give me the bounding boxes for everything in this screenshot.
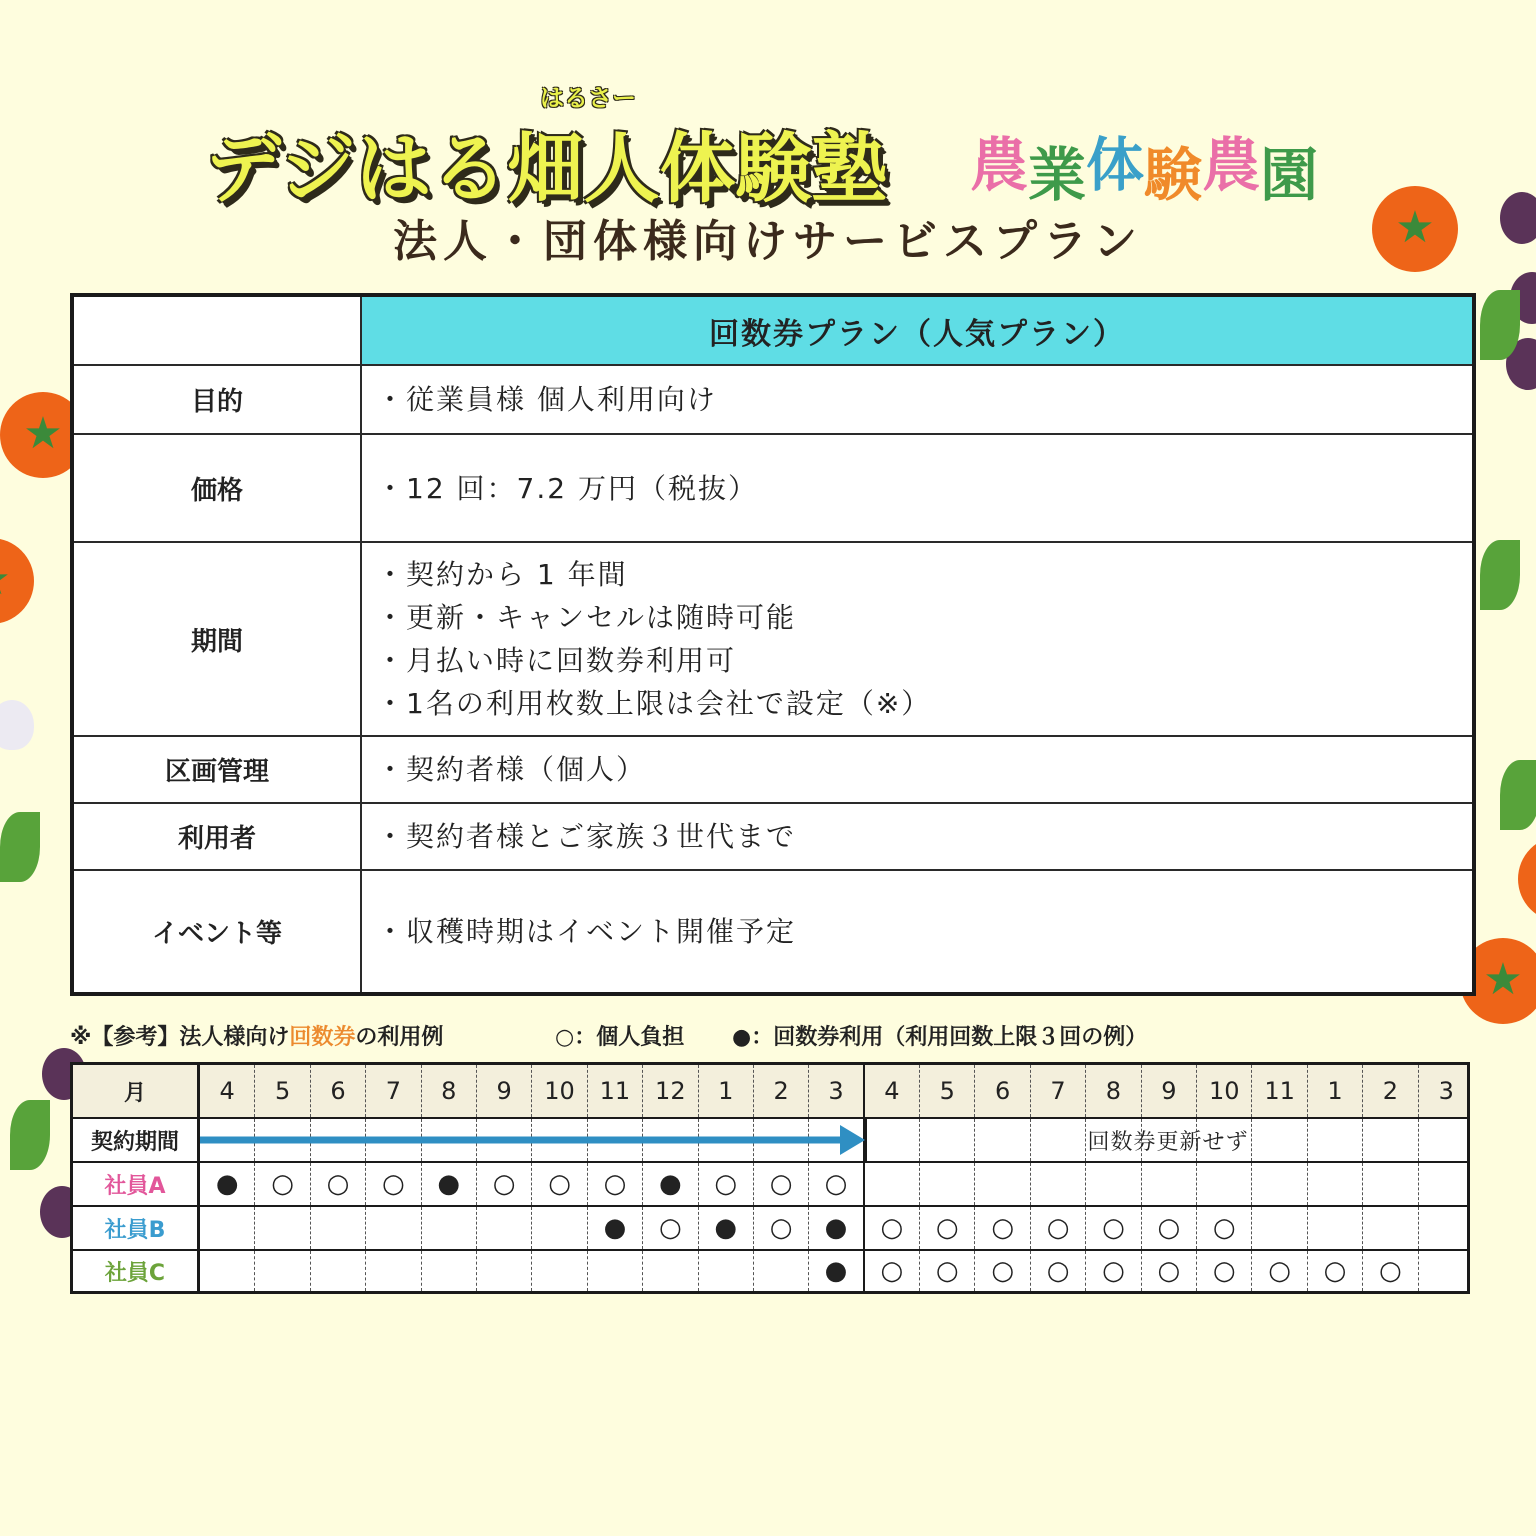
row-value-events (361, 870, 1474, 994)
side-title (970, 118, 1319, 209)
personal-pay-mark: ○ (880, 1213, 904, 1243)
usage-cell (532, 1163, 587, 1205)
usage-cell (754, 1251, 809, 1291)
month-cell: 7 (366, 1065, 421, 1117)
month-cell: 3 (1438, 1077, 1454, 1105)
usage-cell (699, 1163, 754, 1205)
personal-pay-mark: ○ (769, 1169, 793, 1199)
usage-cell (643, 1207, 698, 1249)
month-label: 月 (73, 1065, 200, 1117)
month-cell: 2 (754, 1065, 809, 1117)
value-line: ・契約者様とご家族３世代まで (376, 820, 797, 853)
personal-pay-mark: ○ (548, 1169, 571, 1199)
side-title-char: 農 (1202, 131, 1261, 199)
usage-cell (1142, 1207, 1197, 1249)
usage-cell (1197, 1163, 1252, 1205)
usage-cell (311, 1163, 366, 1205)
personal-pay-mark: ○ (991, 1213, 1014, 1243)
usage-cell (588, 1207, 643, 1249)
usage-cell (809, 1163, 864, 1205)
usage-cell (865, 1251, 920, 1291)
month-cell: 8 (422, 1065, 477, 1117)
row-label-users: 利用者 (72, 803, 361, 870)
usage-cell (1252, 1207, 1307, 1249)
value-line: ・従業員様 個人利用向け (376, 383, 717, 416)
plan-name-header: 回数券プラン（人気プラン） (361, 295, 1474, 365)
plan-table (70, 293, 1476, 996)
personal-pay-mark: ○ (1102, 1256, 1125, 1286)
month-cell: 8 (1086, 1065, 1141, 1117)
usage-cell (1363, 1207, 1418, 1249)
no-renewal-note: 回数券更新せず (865, 1119, 1469, 1161)
legend-filled-circle: ●：回数券利用（利用回数上限３回の例） (732, 1025, 1148, 1050)
ticket-used-mark: ● (824, 1256, 848, 1286)
usage-cell (1142, 1163, 1197, 1205)
employee-name: 社員C (73, 1251, 200, 1291)
ticket-used-mark: ● (603, 1213, 627, 1243)
usage-cell (754, 1207, 809, 1249)
usage-cell (588, 1251, 643, 1291)
usage-cell (200, 1251, 255, 1291)
usage-cell (422, 1207, 477, 1249)
personal-pay-mark: ○ (1046, 1213, 1070, 1243)
personal-pay-mark: ○ (1046, 1256, 1070, 1286)
month-cell: 9 (1142, 1065, 1197, 1117)
side-title-char: 業 (1028, 141, 1087, 209)
usage-cell (865, 1207, 920, 1249)
usage-cell (366, 1207, 421, 1249)
month-cell: 11 (588, 1065, 643, 1117)
ticket-used-mark: ● (824, 1213, 848, 1243)
usage-cell (920, 1251, 975, 1291)
usage-cell (311, 1207, 366, 1249)
personal-pay-mark: ○ (326, 1169, 350, 1199)
personal-pay-mark: ○ (271, 1169, 294, 1199)
row-value-period (361, 542, 1474, 736)
personal-pay-mark: ○ (1157, 1213, 1181, 1243)
usage-cell (1031, 1251, 1086, 1291)
value-line: ・更新・キャンセルは随時可能 (376, 601, 797, 634)
employee-name: 社員A (73, 1163, 200, 1205)
usage-cell (1419, 1251, 1474, 1291)
legend-open-circle: ○：個人負担 (555, 1025, 685, 1050)
personal-pay-mark: ○ (492, 1169, 516, 1199)
month-cell: 6 (311, 1065, 366, 1117)
reference-note (70, 1020, 443, 1051)
tomato-illustration (0, 538, 34, 624)
value-line: ・契約から 1 年間 (376, 558, 628, 591)
personal-pay-mark: ○ (1323, 1256, 1347, 1286)
usage-cell (477, 1163, 532, 1205)
personal-pay-mark: ○ (935, 1256, 959, 1286)
employee-row (73, 1163, 1467, 1207)
personal-pay-mark: ○ (769, 1213, 793, 1243)
usage-cell (477, 1251, 532, 1291)
personal-pay-mark: ○ (935, 1213, 959, 1243)
usage-cell (200, 1163, 255, 1205)
usage-cell (588, 1163, 643, 1205)
contract-period-arrow (200, 1119, 865, 1161)
usage-schedule (70, 1062, 1470, 1294)
month-cell: 6 (975, 1065, 1030, 1117)
ticket-used-mark: ● (437, 1169, 461, 1199)
value-line: ・契約者様（個人） (376, 753, 647, 786)
usage-cell (255, 1163, 310, 1205)
usage-cell (532, 1207, 587, 1249)
month-cell: 10 (1197, 1065, 1252, 1117)
personal-pay-mark: ○ (714, 1169, 738, 1199)
usage-cell (975, 1207, 1030, 1249)
row-label-plot-management: 区画管理 (72, 736, 361, 803)
garlic-illustration (0, 700, 34, 750)
usage-cell (311, 1251, 366, 1291)
month-cell: 5 (255, 1065, 310, 1117)
plan-table-corner (72, 295, 361, 365)
personal-pay-mark: ○ (880, 1256, 904, 1286)
ticket-used-mark: ● (714, 1213, 738, 1243)
usage-cell (477, 1207, 532, 1249)
month-cell: 4 (200, 1065, 255, 1117)
usage-cell (1308, 1207, 1363, 1249)
usage-cell (422, 1251, 477, 1291)
row-value-users (361, 803, 1474, 870)
usage-cell (1031, 1207, 1086, 1249)
usage-cell (1252, 1251, 1307, 1291)
usage-cell (1363, 1251, 1418, 1291)
month-cell: 2 (1363, 1065, 1418, 1117)
employee-row (73, 1207, 1467, 1251)
usage-cell (643, 1251, 698, 1291)
row-value-price (361, 434, 1474, 542)
side-title-char: 農 (970, 131, 1029, 199)
value-line: ・月払い時に回数券利用可 (376, 644, 737, 677)
month-header-row (73, 1065, 1467, 1119)
row-value-plot-management (361, 736, 1474, 803)
month-cell: 7 (1031, 1065, 1086, 1117)
usage-cell (1419, 1207, 1474, 1249)
reference-note-highlight: 回数券 (289, 1025, 356, 1050)
usage-cell (1142, 1251, 1197, 1291)
usage-cell (1031, 1163, 1086, 1205)
usage-cell (1197, 1207, 1252, 1249)
personal-pay-mark: ○ (658, 1213, 682, 1243)
personal-pay-mark: ○ (824, 1169, 848, 1199)
month-cell: 1 (1308, 1065, 1363, 1117)
leaf-illustration (1500, 760, 1536, 830)
usage-cell (920, 1207, 975, 1249)
usage-cell (865, 1163, 920, 1205)
row-label-price: 価格 (72, 434, 361, 542)
usage-cell (1197, 1251, 1252, 1291)
row-label-purpose: 目的 (72, 365, 361, 434)
contract-label: 契約期間 (73, 1119, 200, 1161)
usage-cell (809, 1207, 864, 1249)
title-ruby: はるさー (540, 84, 636, 112)
personal-pay-mark: ○ (991, 1256, 1014, 1286)
usage-cell (643, 1163, 698, 1205)
leaf-illustration (1480, 290, 1520, 360)
usage-cell (1086, 1251, 1141, 1291)
personal-pay-mark: ○ (1212, 1213, 1236, 1243)
personal-pay-mark: ○ (1102, 1213, 1125, 1243)
month-cell: 10 (532, 1065, 587, 1117)
usage-cell (255, 1207, 310, 1249)
usage-cell (422, 1163, 477, 1205)
row-label-events: イベント等 (72, 870, 361, 994)
row-value-purpose (361, 365, 1474, 434)
usage-cell (532, 1251, 587, 1291)
month-cell: 3 (809, 1065, 864, 1117)
leaf-illustration (1480, 540, 1520, 610)
value-line: ・収穫時期はイベント開催予定 (376, 915, 797, 948)
usage-cell (1086, 1163, 1141, 1205)
usage-cell (975, 1163, 1030, 1205)
tomato-illustration (1518, 836, 1536, 922)
personal-pay-mark: ○ (1268, 1256, 1291, 1286)
personal-pay-mark: ○ (1157, 1256, 1181, 1286)
usage-cell (1308, 1251, 1363, 1291)
month-cell: 12 (643, 1065, 698, 1117)
row-label-period: 期間 (72, 542, 361, 736)
usage-cell (1363, 1163, 1418, 1205)
side-title-char: 体 (1086, 131, 1145, 199)
employee-name: 社員B (73, 1207, 200, 1249)
month-cell: 5 (920, 1065, 975, 1117)
value-line: ・1名の利用枚数上限は会社で設定（※） (376, 687, 932, 720)
month-cell: 9 (477, 1065, 532, 1117)
usage-cell (1308, 1163, 1363, 1205)
personal-pay-mark: ○ (1379, 1256, 1402, 1286)
usage-cell (975, 1251, 1030, 1291)
ticket-used-mark: ● (658, 1169, 682, 1199)
usage-cell (366, 1163, 421, 1205)
usage-cell (809, 1251, 864, 1291)
ticket-used-mark: ● (215, 1169, 239, 1199)
month-cell: 11 (1252, 1065, 1307, 1117)
personal-pay-mark: ○ (382, 1169, 405, 1199)
main-title: デジはる畑人体験塾 (205, 124, 888, 213)
personal-pay-mark: ○ (1212, 1256, 1236, 1286)
usage-cell (200, 1207, 255, 1249)
reference-note-suffix: の利用例 (355, 1025, 444, 1050)
reference-note-prefix: ※【参考】法人様向け (70, 1025, 290, 1050)
page-subtitle: 法人・団体様向けサービスプラン (393, 216, 1143, 267)
value-line: ・12 回：7.2 万円（税抜） (376, 471, 758, 505)
month-cell: 4 (865, 1065, 920, 1117)
employee-row (73, 1251, 1467, 1291)
usage-cell (1252, 1163, 1307, 1205)
usage-cell (920, 1163, 975, 1205)
leaf-illustration (0, 812, 40, 882)
leaf-illustration (10, 1100, 50, 1170)
usage-cell (1086, 1207, 1141, 1249)
side-title-char: 園 (1260, 141, 1319, 209)
usage-cell (754, 1163, 809, 1205)
usage-cell (366, 1251, 421, 1291)
usage-cell (255, 1251, 310, 1291)
usage-cell (1419, 1163, 1474, 1205)
usage-cell (699, 1251, 754, 1291)
personal-pay-mark: ○ (603, 1169, 627, 1199)
usage-cell (699, 1207, 754, 1249)
side-title-char: 験 (1144, 141, 1203, 209)
month-cell: 1 (699, 1065, 754, 1117)
